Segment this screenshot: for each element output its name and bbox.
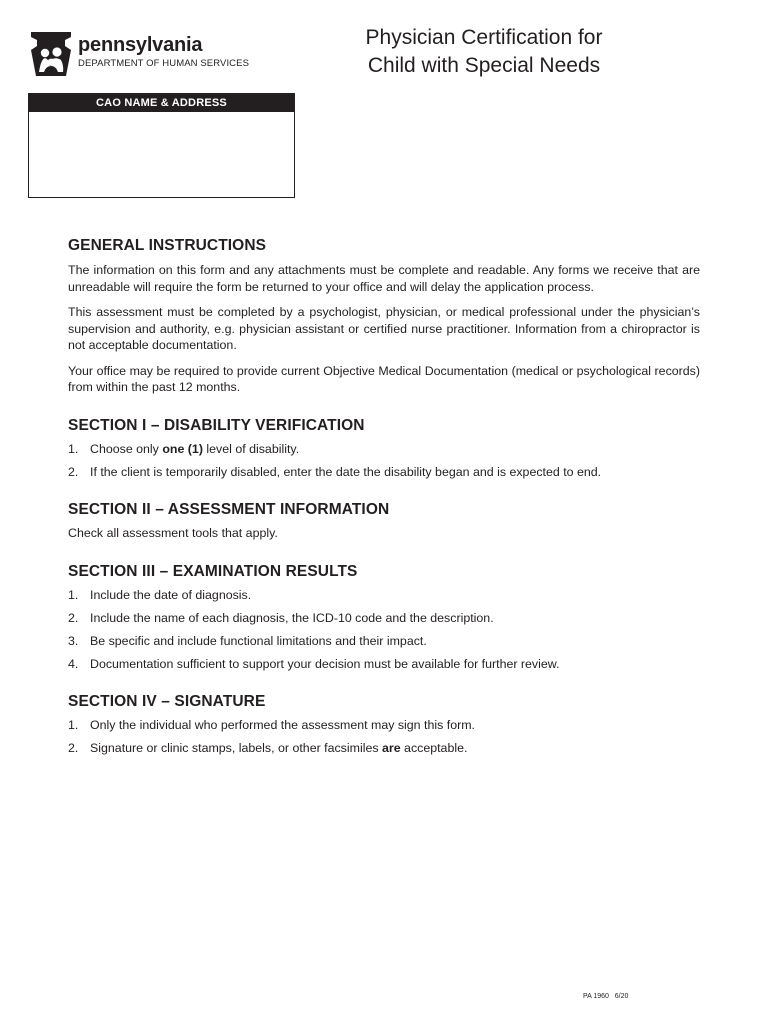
keystone-family-logo-icon — [28, 28, 74, 78]
item-number: 2. — [68, 610, 79, 625]
item-emphasis: are — [382, 741, 401, 755]
list-item — [68, 441, 700, 458]
dhs-logo — [28, 28, 258, 78]
item-number: 1. — [68, 441, 79, 456]
instructions-paragraph: This assessment must be completed by a psychologist, physician, or medical professional under the physician’s supervision and authority, e.g. physician assistant or certified nurse practitioner. Information from a chiropractor is not acceptable documentation. — [68, 305, 700, 352]
item-number: 3. — [68, 633, 79, 648]
instruction-list — [68, 717, 700, 757]
item-text: Be specific and include functional limitations and their impact. — [90, 633, 427, 648]
list-item — [68, 656, 700, 673]
item-text: Documentation sufficient to support your decision must be available for further review. — [90, 656, 560, 671]
list-item — [68, 717, 700, 734]
section-heading: SECTION IV – SIGNATURE — [68, 693, 266, 710]
section-text: Check all assessment tools that apply. — [68, 526, 278, 540]
item-text: Include the date of diagnosis. — [90, 587, 252, 602]
cao-name-address-field[interactable] — [29, 112, 294, 197]
general-instructions-heading: GENERAL INSTRUCTIONS — [68, 237, 267, 254]
section-assessment-information — [68, 500, 700, 542]
item-number: 1. — [68, 718, 79, 732]
item-text: acceptable. — [400, 741, 468, 755]
section-disability-verification — [68, 416, 700, 481]
list-item — [68, 633, 700, 650]
logo-department: DEPARTMENT OF HUMAN SERVICES — [78, 58, 250, 69]
instructions-paragraph: Your office may be required to provide current Objective Medical Documentation (medical or psychological records) from within the past 12 months. — [68, 363, 700, 394]
form-title — [300, 24, 668, 80]
instructions-paragraph: The information on this form and any attachments must be complete and readable. Any forms we receive that are unreadable will require the form be returned to your office and will delay the application process. — [68, 263, 700, 294]
instruction-list — [68, 587, 700, 673]
section-heading: SECTION II – ASSESSMENT INFORMATION — [68, 501, 390, 518]
list-item — [68, 587, 700, 604]
instructions-content — [68, 236, 700, 763]
form-code: PA 1960 6/20 — [583, 993, 629, 1000]
item-text: If the client is temporarily disabled, enter the date the disability began and is expected to end. — [90, 464, 602, 479]
section-examination-results — [68, 562, 700, 673]
item-number: 2. — [68, 464, 79, 479]
cao-box-label: CAO NAME & ADDRESS — [29, 94, 294, 112]
item-emphasis: one (1) — [162, 441, 203, 456]
section-signature — [68, 692, 700, 757]
form-title-line-1: Physician Certification for — [365, 26, 603, 49]
item-number: 1. — [68, 587, 79, 602]
list-item — [68, 740, 700, 757]
section-heading: SECTION I – DISABILITY VERIFICATION — [68, 416, 365, 434]
form-title-line-2: Child with Special Needs — [367, 54, 601, 77]
list-item — [68, 464, 700, 481]
instruction-list — [68, 441, 700, 481]
item-text: Signature or clinic stamps, labels, or other facsimiles — [90, 741, 382, 755]
item-number: 4. — [68, 656, 79, 671]
cao-name-address-box — [28, 93, 295, 198]
item-text: Include the name of each diagnosis, the ICD-10 code and the description. — [90, 610, 494, 625]
item-text: Choose only — [90, 441, 163, 456]
section-heading: SECTION III – EXAMINATION RESULTS — [68, 562, 358, 580]
logo-wordmark: pennsylvania — [78, 34, 203, 56]
item-text: Only the individual who performed the assessment may sign this form. — [90, 718, 475, 732]
item-number: 2. — [68, 741, 79, 755]
item-text: level of disability. — [202, 441, 300, 456]
list-item — [68, 610, 700, 627]
